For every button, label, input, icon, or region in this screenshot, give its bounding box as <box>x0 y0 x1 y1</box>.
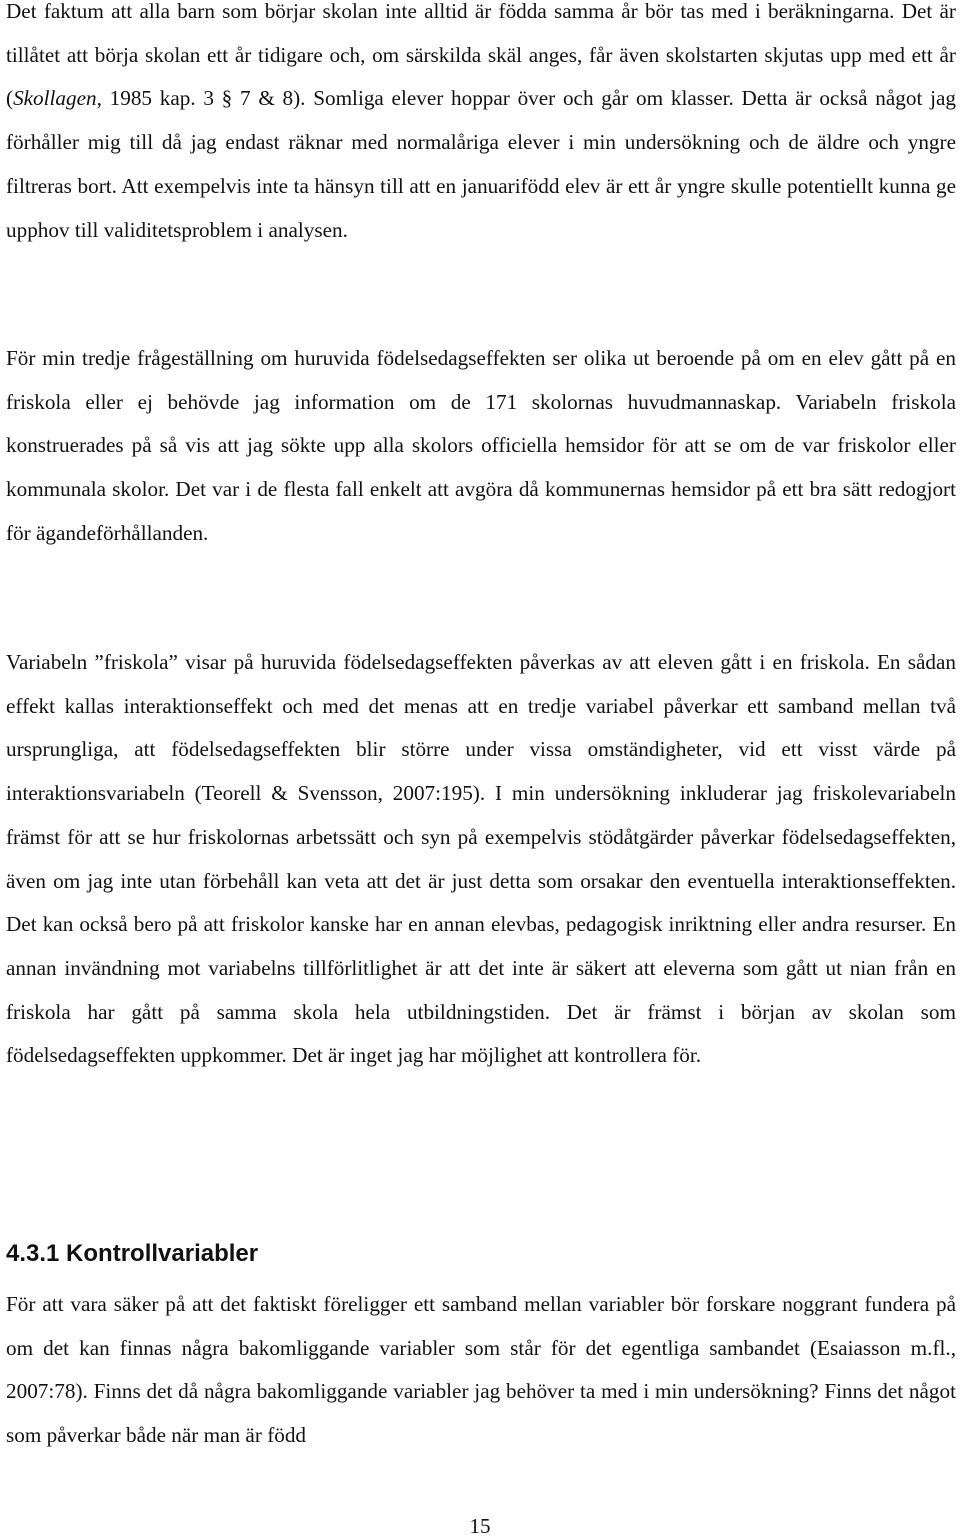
paragraph-control-variables: För att vara säker på att det faktiskt föreligger ett samband mellan variabler bör forskare noggrant fundera på om det kan finnas några bakomliggande variabler som står för det egentliga sambandet (Esaiasson m.fl., 2007:78). Finns det då några bakomliggande variabler jag behöver ta med i min undersökning? Finns det något som påverkar både när man är född <box>6 1292 956 1448</box>
paragraph-school-start-age <box>6 0 956 252</box>
page-number: 15 <box>469 1514 491 1538</box>
paragraph-interaction-effect: Variabeln ”friskola” visar på huruvida födelsedagseffekten påverkas av att eleven gått i en friskola. En sådan effekt kallas interaktionseffekt och med det menas att en tredje variabel påverkar ett samband mellan två ursprungliga, att födelsedagseffekten blir större under vissa omständigheter, vid ett visst värde på interaktionsvariabeln (Teorell & Svensson, 2007:195). I min undersökning inkluderar jag friskolevariabeln främst för att se hur friskolornas arbetssätt och syn på exempelvis stödåtgärder påverkar födelsedagseffekten, även om jag inte utan förbehåll kan veta att det är just detta som orsakar den eventuella interaktionseffekten. Det kan också bero på att friskolor kanske har en annan elevbas, pedagogisk inriktning eller andra resurser. En annan invändning mot variabelns tillförlitlighet är att det inte är säkert att eleverna som gått ut nian från en friskola har gått på samma skola hela utbildningstiden. Det är främst i början av skolan som födelsedagseffekten uppkommer. Det är inget jag har möjlighet att kontrollera för. <box>6 650 956 1068</box>
paragraph-friskola-data: För min tredje frågeställning om huruvida födelsedagseffekten ser olika ut beroende på om en elev gått på en friskola eller ej behövde jag information om de 171 skolornas huvudmannaskap. Variabeln friskola konstruerades på så vis att jag sökte upp alla skolors officiella hemsidor för att se om de var friskolor eller kommunala skolor. Det var i de flesta fall enkelt att avgöra då kommunernas hemsidor på ett bra sätt redogjort för ägandeförhållanden. <box>6 346 956 545</box>
section-heading: 4.3.1 Kontrollvariabler <box>6 1240 259 1267</box>
italic-law-title: Skollagen <box>13 86 97 111</box>
paragraph-text: Det faktum att alla barn som börjar skolan inte alltid är födda samma år bör tas med i beräkningarna. Det är tillåtet att börja skolan ett år tidigare och, om särskilda skäl anges, får även skolstarten skjutas upp med ett år ( <box>6 0 956 111</box>
paragraph-text: , 1985 kap. 3 § 7 & 8). Somliga elever hoppar över och går om klasser. Detta är också något jag förhåller mig till då jag endast räknar med normalåriga elever i min undersökning och de äldre och yngre filtreras bort. Att exempelvis inte ta hänsyn till att en januarifödd elev är ett år yngre skulle potentiellt kunna ge upphov till validitetsproblem i analysen. <box>6 86 956 242</box>
